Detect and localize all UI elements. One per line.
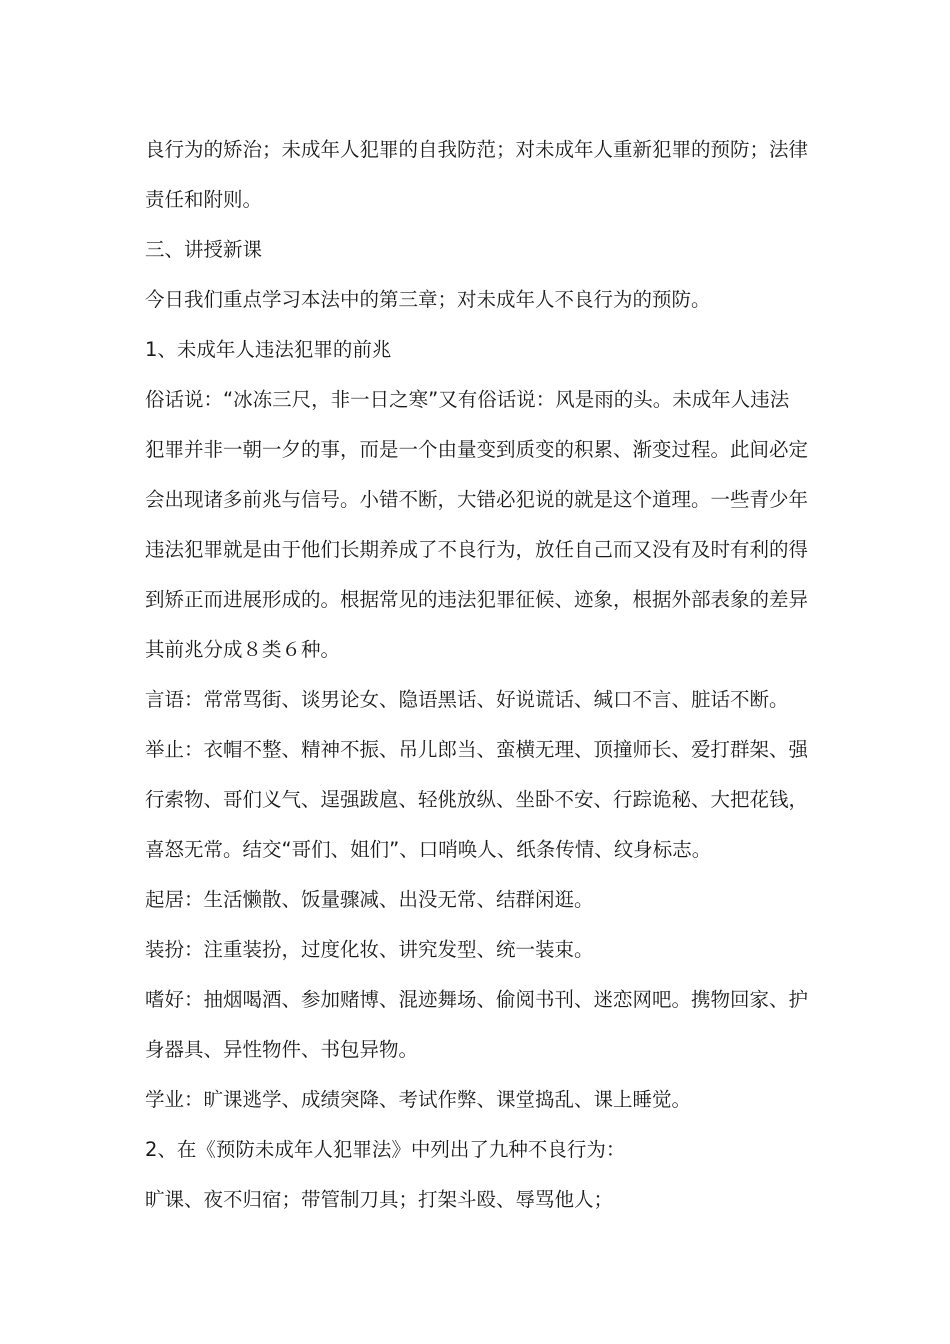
subsection-heading: 1、未成年人违法犯罪的前兆 xyxy=(145,338,392,361)
text-line: 其前兆分成８类６种。 xyxy=(145,638,341,661)
section-heading: 三、讲授新课 xyxy=(145,238,263,261)
text-line: 起居：生活懒散、饭量骤减、出没无常、结群闲逛。 xyxy=(145,888,594,911)
text-line: 到矫正而进展形成的。根据常见的违法犯罪征候、迹象，根据外部表象的差异 xyxy=(145,588,809,611)
subsection-heading: 2、在《预防未成年人犯罪法》中列出了九种不良行为： xyxy=(145,1138,626,1161)
text-line: 身器具、异性物件、书包异物。 xyxy=(145,1038,419,1061)
text-line: 言语：常常骂街、谈男论女、隐语黑话、好说谎话、缄口不言、脏话不断。 xyxy=(145,688,789,711)
text-line: 俗话说：“冰冻三尺，非一日之寒”又有俗话说：风是雨的头。未成年人违法 xyxy=(145,388,790,411)
text-line: 犯罪并非一朝一夕的事，而是一个由量变到质变的积累、渐变过程。此间必定 xyxy=(145,438,809,461)
text-line: 行索物、哥们义气、逞强跋扈、轻佻放纵、坐卧不安、行踪诡秘、大把花钱， xyxy=(145,788,809,811)
text-line: 装扮：注重装扮，过度化妆、讲究发型、统一装束。 xyxy=(145,938,594,961)
text-line: 责任和附则。 xyxy=(145,188,263,211)
text-line: 学业：旷课逃学、成绩突降、考试作弊、课堂捣乱、课上睡觉。 xyxy=(145,1088,692,1111)
text-line: 会出现诸多前兆与信号。小错不断，大错必犯说的就是这个道理。一些青少年 xyxy=(145,488,809,511)
text-line: 喜怒无常。结交“哥们、姐们”、口哨唤人、纸条传情、纹身标志。 xyxy=(145,838,712,861)
text-line: 举止：衣帽不整、精神不振、吊儿郎当、蛮横无理、顶撞师长、爱打群架、强 xyxy=(145,738,809,761)
text-line: 违法犯罪就是由于他们长期养成了不良行为，放任自己而又没有及时有利的得 xyxy=(145,538,809,561)
text-line: 良行为的矫治；未成年人犯罪的自我防范；对未成年人重新犯罪的预防；法律 xyxy=(145,138,809,161)
text-line: 嗜好：抽烟喝酒、参加赌博、混迹舞场、偷阅书刊、迷恋网吧。携物回家、护 xyxy=(145,988,809,1011)
text-line: 今日我们重点学习本法中的第三章；对未成年人不良行为的预防。 xyxy=(145,288,711,311)
text-line: 旷课、夜不归宿；带管制刀具；打架斗殴、辱骂他人； xyxy=(145,1188,614,1211)
